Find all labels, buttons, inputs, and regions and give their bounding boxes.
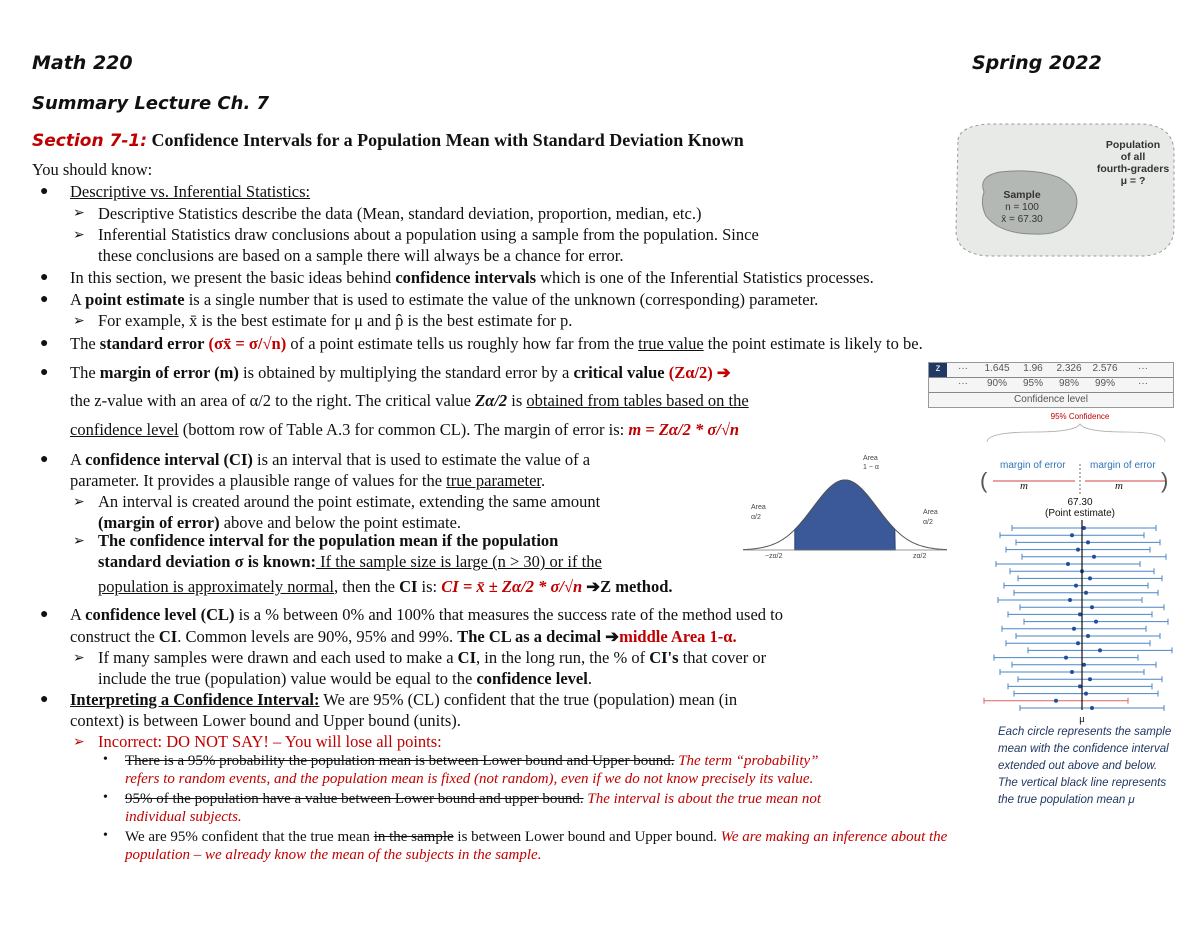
ci-brace bbox=[987, 424, 1165, 442]
section-label: Section 7-1: bbox=[32, 131, 148, 151]
z-cell: z bbox=[929, 363, 947, 377]
ci-sample-mean-dot bbox=[1088, 576, 1092, 580]
ci-sample-mean-dot bbox=[1084, 591, 1088, 595]
arrow-bullet-icon: ➢ bbox=[73, 314, 85, 329]
incorrect-warning: Incorrect: DO NOT SAY! – You will lose all points: bbox=[98, 732, 442, 751]
ci-sample-mean-dot bbox=[1094, 620, 1098, 624]
incorrect-probability: There is a 95% probability the population mean is between Lower bound and Upper bound. The term “probability” bbox=[125, 753, 819, 769]
population-line-4: μ = ? bbox=[1120, 175, 1146, 187]
sample-mean: x̄ = 67.30 bbox=[1001, 214, 1043, 225]
ci-sample-mean-dot bbox=[1068, 598, 1072, 602]
bullet-confidence-intervals: In this section, we present the basic ideas behind confidence intervals which is one of the Inferential Statistics processes. bbox=[70, 268, 874, 287]
ci-sample-mean-dot bbox=[1086, 634, 1090, 638]
arrow-bullet-icon: ➢ bbox=[73, 735, 85, 750]
cl-cell bbox=[929, 378, 947, 392]
ci-right-paren: ) bbox=[1161, 468, 1169, 493]
ci-point-value: 67.30 bbox=[1067, 497, 1093, 508]
ci-sample-mean-dot bbox=[1074, 584, 1078, 588]
cl-cell: ··· bbox=[1138, 378, 1148, 389]
normal-curve-middle-area bbox=[795, 480, 895, 550]
ci-right-label: margin of error bbox=[1090, 460, 1156, 471]
z-cell: ··· bbox=[958, 363, 968, 374]
center-area-label: Area bbox=[863, 455, 878, 462]
inferential-stats-text-2: these conclusions are based on a sample there will always be a chance for error. bbox=[98, 246, 624, 265]
ci-sample-mean-dot bbox=[1098, 648, 1102, 652]
right-area-value: α/2 bbox=[923, 519, 933, 526]
ci-interval-rows bbox=[984, 525, 1172, 711]
ci-sample-mean-dot bbox=[1084, 692, 1088, 696]
bullet-dot: ● bbox=[40, 336, 49, 351]
confidence-level-line-2: construct the CI. Common levels are 90%, 95% and 99%. The CL as a decimal ➔middle Area 1-α. bbox=[70, 627, 737, 646]
arrow-bullet-icon: ➢ bbox=[73, 651, 85, 666]
ci-sample-mean-dot bbox=[1070, 533, 1074, 537]
ci-sample-mean-dot bbox=[1070, 670, 1074, 674]
center-area-value: 1 − α bbox=[863, 464, 879, 471]
ci-sample-mean-dot bbox=[1076, 548, 1080, 552]
arrow-bullet-icon: ➢ bbox=[73, 495, 85, 510]
ci-point-label: (Point estimate) bbox=[1044, 508, 1116, 519]
many-samples-text-2: include the true (population) value would be equal to the confidence level. bbox=[98, 669, 592, 688]
ci-sample-mean-dot bbox=[1054, 699, 1058, 703]
ci-sample-mean-dot bbox=[1072, 627, 1076, 631]
interpreting-ci-line-2: context) is between Lower bound and Upper bound (units). bbox=[70, 711, 461, 730]
term-label: Spring 2022 bbox=[972, 52, 1102, 74]
population-line-2: of all bbox=[1120, 151, 1146, 163]
interval-created-text-2: (margin of error) above and below the point estimate. bbox=[98, 513, 462, 532]
population-sample-figure bbox=[948, 120, 1178, 260]
page-subtitle: Summary Lecture Ch. 7 bbox=[32, 93, 270, 114]
bullet-standard-error: The standard error (σx̄ = σ/√n) of a point estimate tells us roughly how far from the true value the point estimate is likely to be. bbox=[70, 334, 923, 353]
z-cell: 2.576 bbox=[1092, 363, 1118, 374]
margin-of-error-line-2: the z-value with an area of α/2 to the right. The critical value Zα/2 is obtained from tables based on the bbox=[70, 391, 749, 410]
z-cell: 1.645 bbox=[984, 363, 1010, 374]
cl-table-row bbox=[929, 378, 1173, 393]
caption-line: The vertical black line represents bbox=[998, 777, 1167, 789]
bullet-dot: ● bbox=[40, 270, 49, 285]
z-table-caption: Confidence level bbox=[1014, 394, 1088, 405]
bullet-dot: ● bbox=[40, 452, 49, 467]
bullet-dot: ● bbox=[40, 692, 49, 707]
sample-title: Sample bbox=[1003, 189, 1041, 201]
ci-sample-mean-dot bbox=[1092, 555, 1096, 559]
arrow-bullet-icon: ➢ bbox=[73, 534, 85, 549]
interval-created-text: An interval is created around the point estimate, extending the same amount bbox=[98, 492, 601, 511]
ci-m-left: m bbox=[1020, 480, 1028, 492]
ci-top-label: 95% Confidence bbox=[1050, 412, 1110, 421]
bullet-dot: ● bbox=[40, 184, 49, 199]
cl-cell: ··· bbox=[958, 378, 968, 389]
section-title: Confidence Intervals for a Population Mean with Standard Deviation Known bbox=[147, 130, 744, 150]
caption-line: Each circle represents the sample bbox=[998, 726, 1172, 738]
ci-sample-mean-dot bbox=[1088, 677, 1092, 681]
ci-simulation-figure bbox=[975, 410, 1195, 725]
population-line-1: Population bbox=[1105, 139, 1161, 151]
cl-cell: 95% bbox=[1022, 378, 1043, 389]
ci-left-label: margin of error bbox=[1000, 460, 1066, 471]
right-area-label: Area bbox=[923, 509, 938, 516]
incorrect-population: 95% of the population have a value between Lower bound and upper bound. The interval is about the true mean not bbox=[125, 791, 822, 807]
left-area-label: Area bbox=[751, 504, 766, 511]
ci-sigma-known-line-3: population is approximately normal, then the CI is: CI = x̄ ± Zα/2 * σ/√n ➔Z method. bbox=[98, 577, 673, 596]
caption-line: the true population mean μ bbox=[998, 794, 1135, 806]
normal-curve-figure bbox=[735, 452, 955, 572]
many-samples-text: If many samples were drawn and each used to make a CI, in the long run, the % of CI's that cover or bbox=[98, 648, 767, 667]
ci-mu-label: μ bbox=[1079, 713, 1085, 725]
bullet-margin-of-error: The margin of error (m) is obtained by multiplying the standard error by a critical value (Zα/2) ➔ bbox=[70, 363, 731, 382]
caption-line: mean with the confidence interval bbox=[998, 743, 1169, 755]
small-bullet: • bbox=[103, 752, 108, 767]
ci-sample-mean-dot bbox=[1064, 656, 1068, 660]
arrow-bullet-icon: ➢ bbox=[73, 228, 85, 243]
cl-cell: 90% bbox=[986, 378, 1007, 389]
z-table-row bbox=[929, 363, 1173, 378]
bullet-descriptive-inferential: Descriptive vs. Inferential Statistics: bbox=[70, 182, 311, 201]
ci-sample-mean-dot bbox=[1066, 562, 1070, 566]
z-cell: 1.96 bbox=[1023, 363, 1043, 374]
margin-of-error-line-3: confidence level (bottom row of Table A.3 for common CL). The margin of error is: m = Zα/2 * σ/√n bbox=[70, 420, 740, 439]
intro-text: You should know: bbox=[32, 160, 153, 179]
bullet-interpreting-ci: Interpreting a Confidence Interval: We are 95% (CL) confident that the true (population) mean (in bbox=[70, 690, 738, 709]
ci-sigma-known-heading: The confidence interval for the population mean if the population bbox=[98, 531, 559, 550]
descriptive-stats-text: Descriptive Statistics describe the data (Mean, standard deviation, proportion, median, etc.) bbox=[98, 204, 702, 223]
bullet-dot: ● bbox=[40, 292, 49, 307]
incorrect-sample-reason: population – we already know the mean of the subjects in the sample. bbox=[125, 847, 542, 863]
bullet-confidence-interval: A confidence interval (CI) is an interval that is used to estimate the value of a bbox=[70, 450, 591, 469]
ci-m-right: m bbox=[1115, 480, 1123, 492]
ci-sigma-known-line-2: standard deviation σ is known: If the sample size is large (n > 30) or if the bbox=[98, 552, 602, 571]
confidence-interval-line-2: parameter. It provides a plausible range of values for the true parameter. bbox=[70, 471, 546, 490]
left-area-value: α/2 bbox=[751, 514, 761, 521]
point-estimate-example: For example, x̄ is the best estimate for μ and p̂ is the best estimate for p. bbox=[98, 311, 573, 330]
course-title: Math 220 bbox=[32, 52, 133, 74]
bullet-point-estimate: A point estimate is a single number that is used to estimate the value of the unknown (corresponding) parameter. bbox=[70, 290, 819, 309]
left-critical-value: −zα/2 bbox=[765, 553, 783, 560]
inferential-stats-text: Inferential Statistics draw conclusions about a population using a sample from the population. Since bbox=[98, 225, 759, 244]
ci-left-paren: ( bbox=[980, 468, 988, 493]
ci-sample-mean-dot bbox=[1086, 540, 1090, 544]
bullet-dot: ● bbox=[40, 607, 49, 622]
ci-sample-mean-dot bbox=[1090, 605, 1094, 609]
cl-cell: 98% bbox=[1058, 378, 1079, 389]
ci-sample-mean-dot bbox=[1090, 706, 1094, 710]
incorrect-sample: We are 95% confident that the true mean in the sample is between Lower bound and Upper bound. We are making an inference about the bbox=[125, 829, 948, 845]
small-bullet: • bbox=[103, 790, 108, 805]
incorrect-probability-reason: refers to random events, and the population mean is fixed (not random), even if we do not know precisely its value. bbox=[125, 771, 814, 787]
section-heading bbox=[32, 130, 744, 151]
z-table bbox=[928, 362, 1174, 408]
right-critical-value: zα/2 bbox=[913, 553, 927, 560]
caption-line: extended out above and below. bbox=[998, 760, 1158, 772]
sample-n: n = 100 bbox=[1005, 202, 1039, 213]
ci-sample-mean-dot bbox=[1076, 641, 1080, 645]
z-cell: ··· bbox=[1138, 363, 1148, 374]
bullet-dot: ● bbox=[40, 365, 49, 380]
incorrect-population-reason: individual subjects. bbox=[125, 809, 242, 825]
small-bullet: • bbox=[103, 828, 108, 843]
population-line-3: fourth-graders bbox=[1096, 163, 1170, 175]
bullet-confidence-level: A confidence level (CL) is a % between 0% and 100% that measures the success rate of the method used to bbox=[70, 605, 783, 624]
z-cell: 2.326 bbox=[1056, 363, 1082, 374]
arrow-bullet-icon: ➢ bbox=[73, 206, 85, 221]
ci-figure-caption bbox=[998, 724, 1171, 809]
cl-cell: 99% bbox=[1094, 378, 1115, 389]
